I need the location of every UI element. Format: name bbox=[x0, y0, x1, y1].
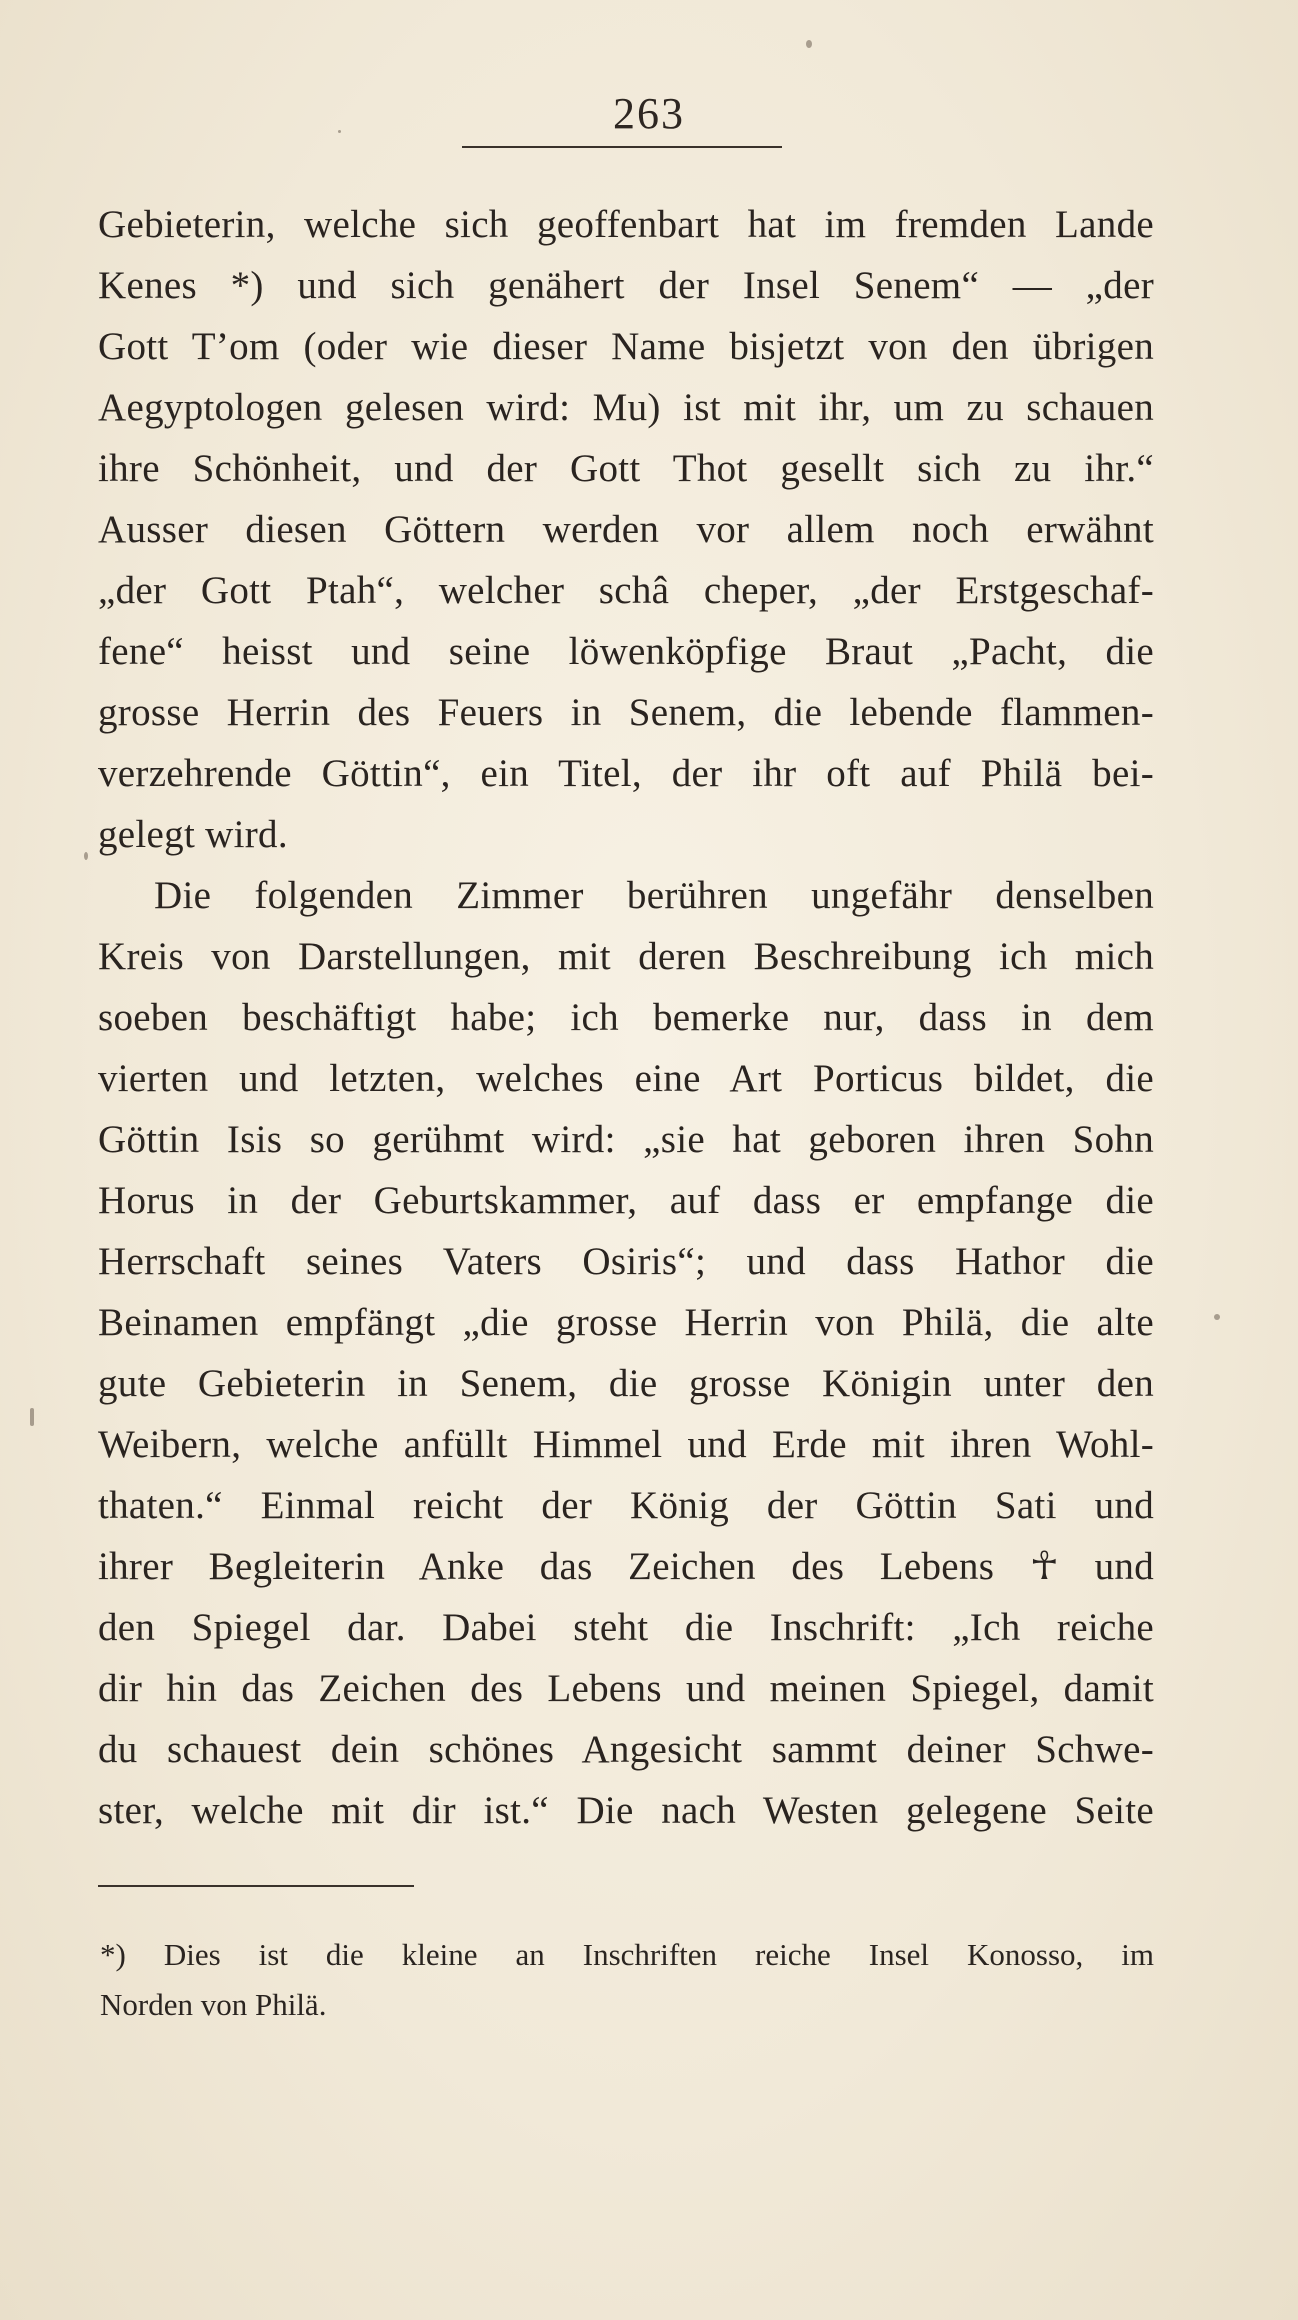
text-line: fene“ heisst und seine löwenköpfige Braut „Pacht, die bbox=[98, 630, 1154, 673]
text-line: du schauest dein schönes Angesicht sammt deiner Schwe- bbox=[98, 1728, 1154, 1771]
text-line: Kreis von Darstellungen, mit deren Beschreibung ich mich bbox=[98, 935, 1154, 978]
text-line: Aegyptologen gelesen wird: Mu) ist mit ihr, um zu schauen bbox=[98, 386, 1154, 429]
text-line: den Spiegel dar. Dabei steht die Inschrift: „Ich reiche bbox=[98, 1606, 1154, 1649]
text-line: Herrschaft seines Vaters Osiris“; und dass Hathor die bbox=[98, 1240, 1154, 1283]
text-line: verzehrende Göttin“, ein Titel, der ihr oft auf Philä bei- bbox=[98, 752, 1154, 795]
text-line: Horus in der Geburtskammer, auf dass er empfange die bbox=[98, 1179, 1154, 1222]
header-rule bbox=[462, 146, 782, 148]
main-text bbox=[98, 194, 1154, 1841]
text-line: ihre Schönheit, und der Gott Thot gesellt sich zu ihr.“ bbox=[98, 447, 1154, 490]
text-line: Beinamen empfängt „die grosse Herrin von Philä, die alte bbox=[98, 1301, 1154, 1344]
page-number: 263 bbox=[613, 89, 685, 138]
text-line: Weibern, welche anfüllt Himmel und Erde mit ihren Wohl- bbox=[98, 1423, 1154, 1466]
text-line: soeben beschäftigt habe; ich bemerke nur, dass in dem bbox=[98, 996, 1154, 1039]
text-line: Gott T’om (oder wie dieser Name bisjetzt von den übrigen bbox=[98, 325, 1154, 368]
paper-speck bbox=[338, 130, 341, 133]
paper-speck bbox=[84, 852, 88, 860]
paper-speck bbox=[30, 1408, 34, 1426]
text-line: vierten und letzten, welches eine Art Porticus bildet, die bbox=[98, 1057, 1154, 1100]
text-line: Göttin Isis so gerühmt wird: „sie hat geboren ihren Sohn bbox=[98, 1118, 1154, 1161]
footnote-rule bbox=[98, 1885, 414, 1887]
footnote bbox=[100, 1930, 1154, 2030]
text-line: Gebieterin, welche sich geoffenbart hat im fremden Lande bbox=[98, 203, 1154, 246]
text-line: ster, welche mit dir ist.“ Die nach Westen gelegene Seite bbox=[98, 1789, 1154, 1832]
text-line: thaten.“ Einmal reicht der König der Göttin Sati und bbox=[98, 1484, 1154, 1527]
text-line: gute Gebieterin in Senem, die grosse Königin unter den bbox=[98, 1362, 1154, 1405]
text-line: grosse Herrin des Feuers in Senem, die lebende flammen- bbox=[98, 691, 1154, 734]
text-line: Kenes *) und sich genähert der Insel Senem“ — „der bbox=[98, 264, 1154, 307]
paper-speck bbox=[1214, 1314, 1220, 1320]
text-line: dir hin das Zeichen des Lebens und meinen Spiegel, damit bbox=[98, 1667, 1154, 1710]
text-line: „der Gott Ptah“, welcher schâ cheper, „der Erstgeschaf- bbox=[98, 569, 1154, 612]
text-line: Ausser diesen Göttern werden vor allem noch erwähnt bbox=[98, 508, 1154, 551]
footnote-line: *) Dies ist die kleine an Inschriften reiche Insel Konosso, im bbox=[100, 1937, 1154, 1972]
footnote-line: Norden von Philä. bbox=[100, 1987, 327, 2022]
text-line: ihrer Begleiterin Anke das Zeichen des Lebens ☥ und bbox=[98, 1545, 1154, 1588]
paper-speck bbox=[806, 40, 812, 48]
text-line: gelegt wird. bbox=[98, 813, 288, 856]
text-line: Die folgenden Zimmer berühren ungefähr denselben bbox=[154, 874, 1154, 917]
